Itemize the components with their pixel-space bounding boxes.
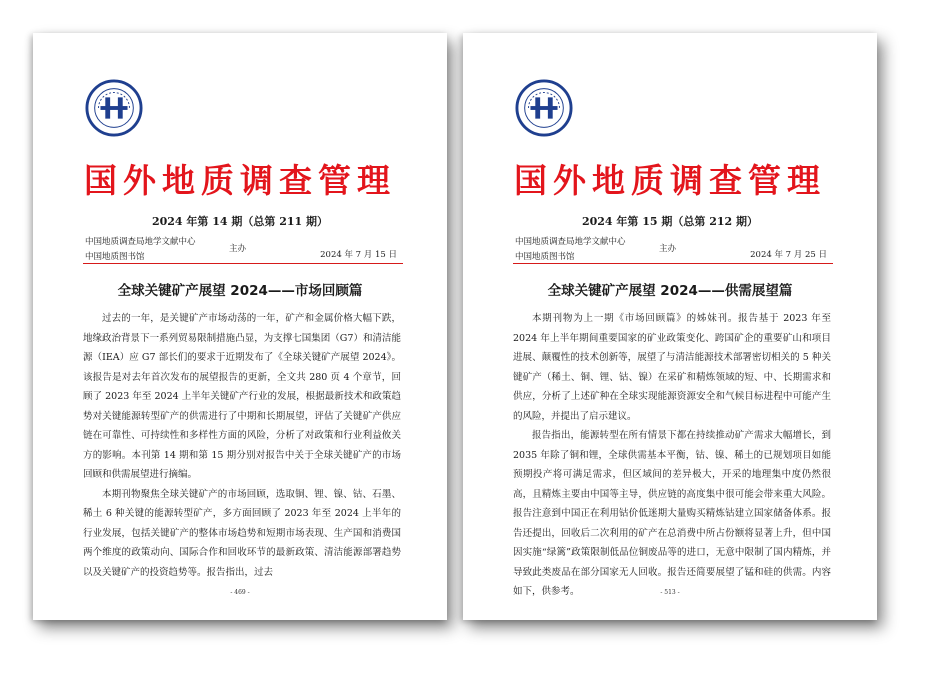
- journal-title: 国外地质调查管理: [514, 161, 826, 200]
- organization-line-2: 中国地质图书馆: [85, 252, 145, 262]
- host-label: 主办: [659, 244, 677, 254]
- header-divider: [513, 263, 833, 264]
- page-number: - 469 -: [230, 589, 250, 596]
- publication-date: 2024 年 7 月 25 日: [750, 250, 827, 260]
- article-title: 全球关键矿产展望 2024——市场回顾篇: [117, 283, 363, 299]
- organization-line-1: 中国地质调查局地学文献中心: [515, 237, 626, 247]
- china-geological-survey-logo-icon: [85, 79, 143, 137]
- body-paragraph: 报告指出，能源转型在所有情景下都在持续推动矿产需求大幅增长，到 2035 年除了铜和锂，全球供需基本平衡，钴、镍、稀土的已规划项目如能预期投产将可满足需求，但区域间的差异极大，开采的地理集中度仍然很高，且精炼主要由中国等主导，供应链的高度集中很可能会带来重大风险。报告注意到中国正在利用钴价低迷期大量购买精炼钴建立国家储备体系。报告还提出，回收后二次利用的矿产在总消费中所占份额将显著上升，但中国因实施“绿篱”政策限制低品位铜废品等的进口，无意中限制了国内精炼，并导致此类废品在部分国家无人回收。报告还简要展望了锰和硅的供需。内容如下，供参考。: [513, 430, 831, 597]
- issue-number: 2024 年第 15 期（总第 212 期）: [581, 215, 759, 228]
- article-body: [83, 309, 401, 582]
- host-label: 主办: [229, 244, 247, 254]
- body-paragraph: 本期刊物聚焦全球关键矿产的市场回顾，选取铜、锂、镍、钴、石墨、稀土 6 种关键的能源转型矿产，多方面回顾了 2023 年至 2024 上半年的行业发展，包括关键矿产的整体市场趋势和短期市场表现、生产国和消费国两个维度的政策动向、国际合作和回收环节的最新政策、清洁能源部署趋势以及关键矿产的投资趋势等。报告指出，过去: [83, 488, 401, 578]
- body-paragraph: 本期刊物为上一期《市场回顾篇》的姊妹刊。报告基于 2023 年至 2024 年上半年期间重要国家的矿业政策变化、跨国矿企的重要矿山和项目进展、颠覆性的技术创新等，展望了与清洁能源技术部署密切相关的 5 种关键矿产（稀土、铜、锂、钴、镍）在采矿和精炼领域的短、中、长期需求和供应，分析了上述矿种在全球实现能源资源安全和气候目标进程中可能产生的风险，并提出了启示建议。: [513, 313, 831, 422]
- page-number: - 513 -: [660, 589, 680, 596]
- journal-page-left: [33, 33, 447, 620]
- article-body: [513, 309, 831, 602]
- article-title: 全球关键矿产展望 2024——供需展望篇: [547, 283, 793, 299]
- china-geological-survey-logo-icon: [515, 79, 573, 137]
- journal-title: 国外地质调查管理: [84, 161, 396, 200]
- body-paragraph: 过去的一年，是关键矿产市场动荡的一年，矿产和金属价格大幅下跌，地缘政治背景下一系列贸易限制措施凸显，为支撑七国集团（G7）和清洁能源（IEA）应 G7 部长们的要求于近期发布了《全球关键矿产展望 2024》。该报告是对去年首次发布的展望报告的更新，全文共 280 页 4 个章节，回顾了 2023 年至 2024 上半年关键矿产行业的发展，根据最新技术和政策趋势对关键能源转型矿产的供需进行了中期和长期展望，评估了关键矿产供应链在可靠性、可持续性和多样性方面的风险，分析了对政策和行业利益攸关方的影响。本刊第 14 期和第 15 期分别对报告中关于全球关键矿产的市场回顾和供需展望进行摘编。: [83, 313, 401, 480]
- organization-line-1: 中国地质调查局地学文献中心: [85, 237, 196, 247]
- organization-line-2: 中国地质图书馆: [515, 252, 575, 262]
- issue-number: 2024 年第 14 期（总第 211 期）: [151, 215, 329, 228]
- journal-page-right: [463, 33, 877, 620]
- header-divider: [83, 263, 403, 264]
- publication-date: 2024 年 7 月 15 日: [320, 250, 397, 260]
